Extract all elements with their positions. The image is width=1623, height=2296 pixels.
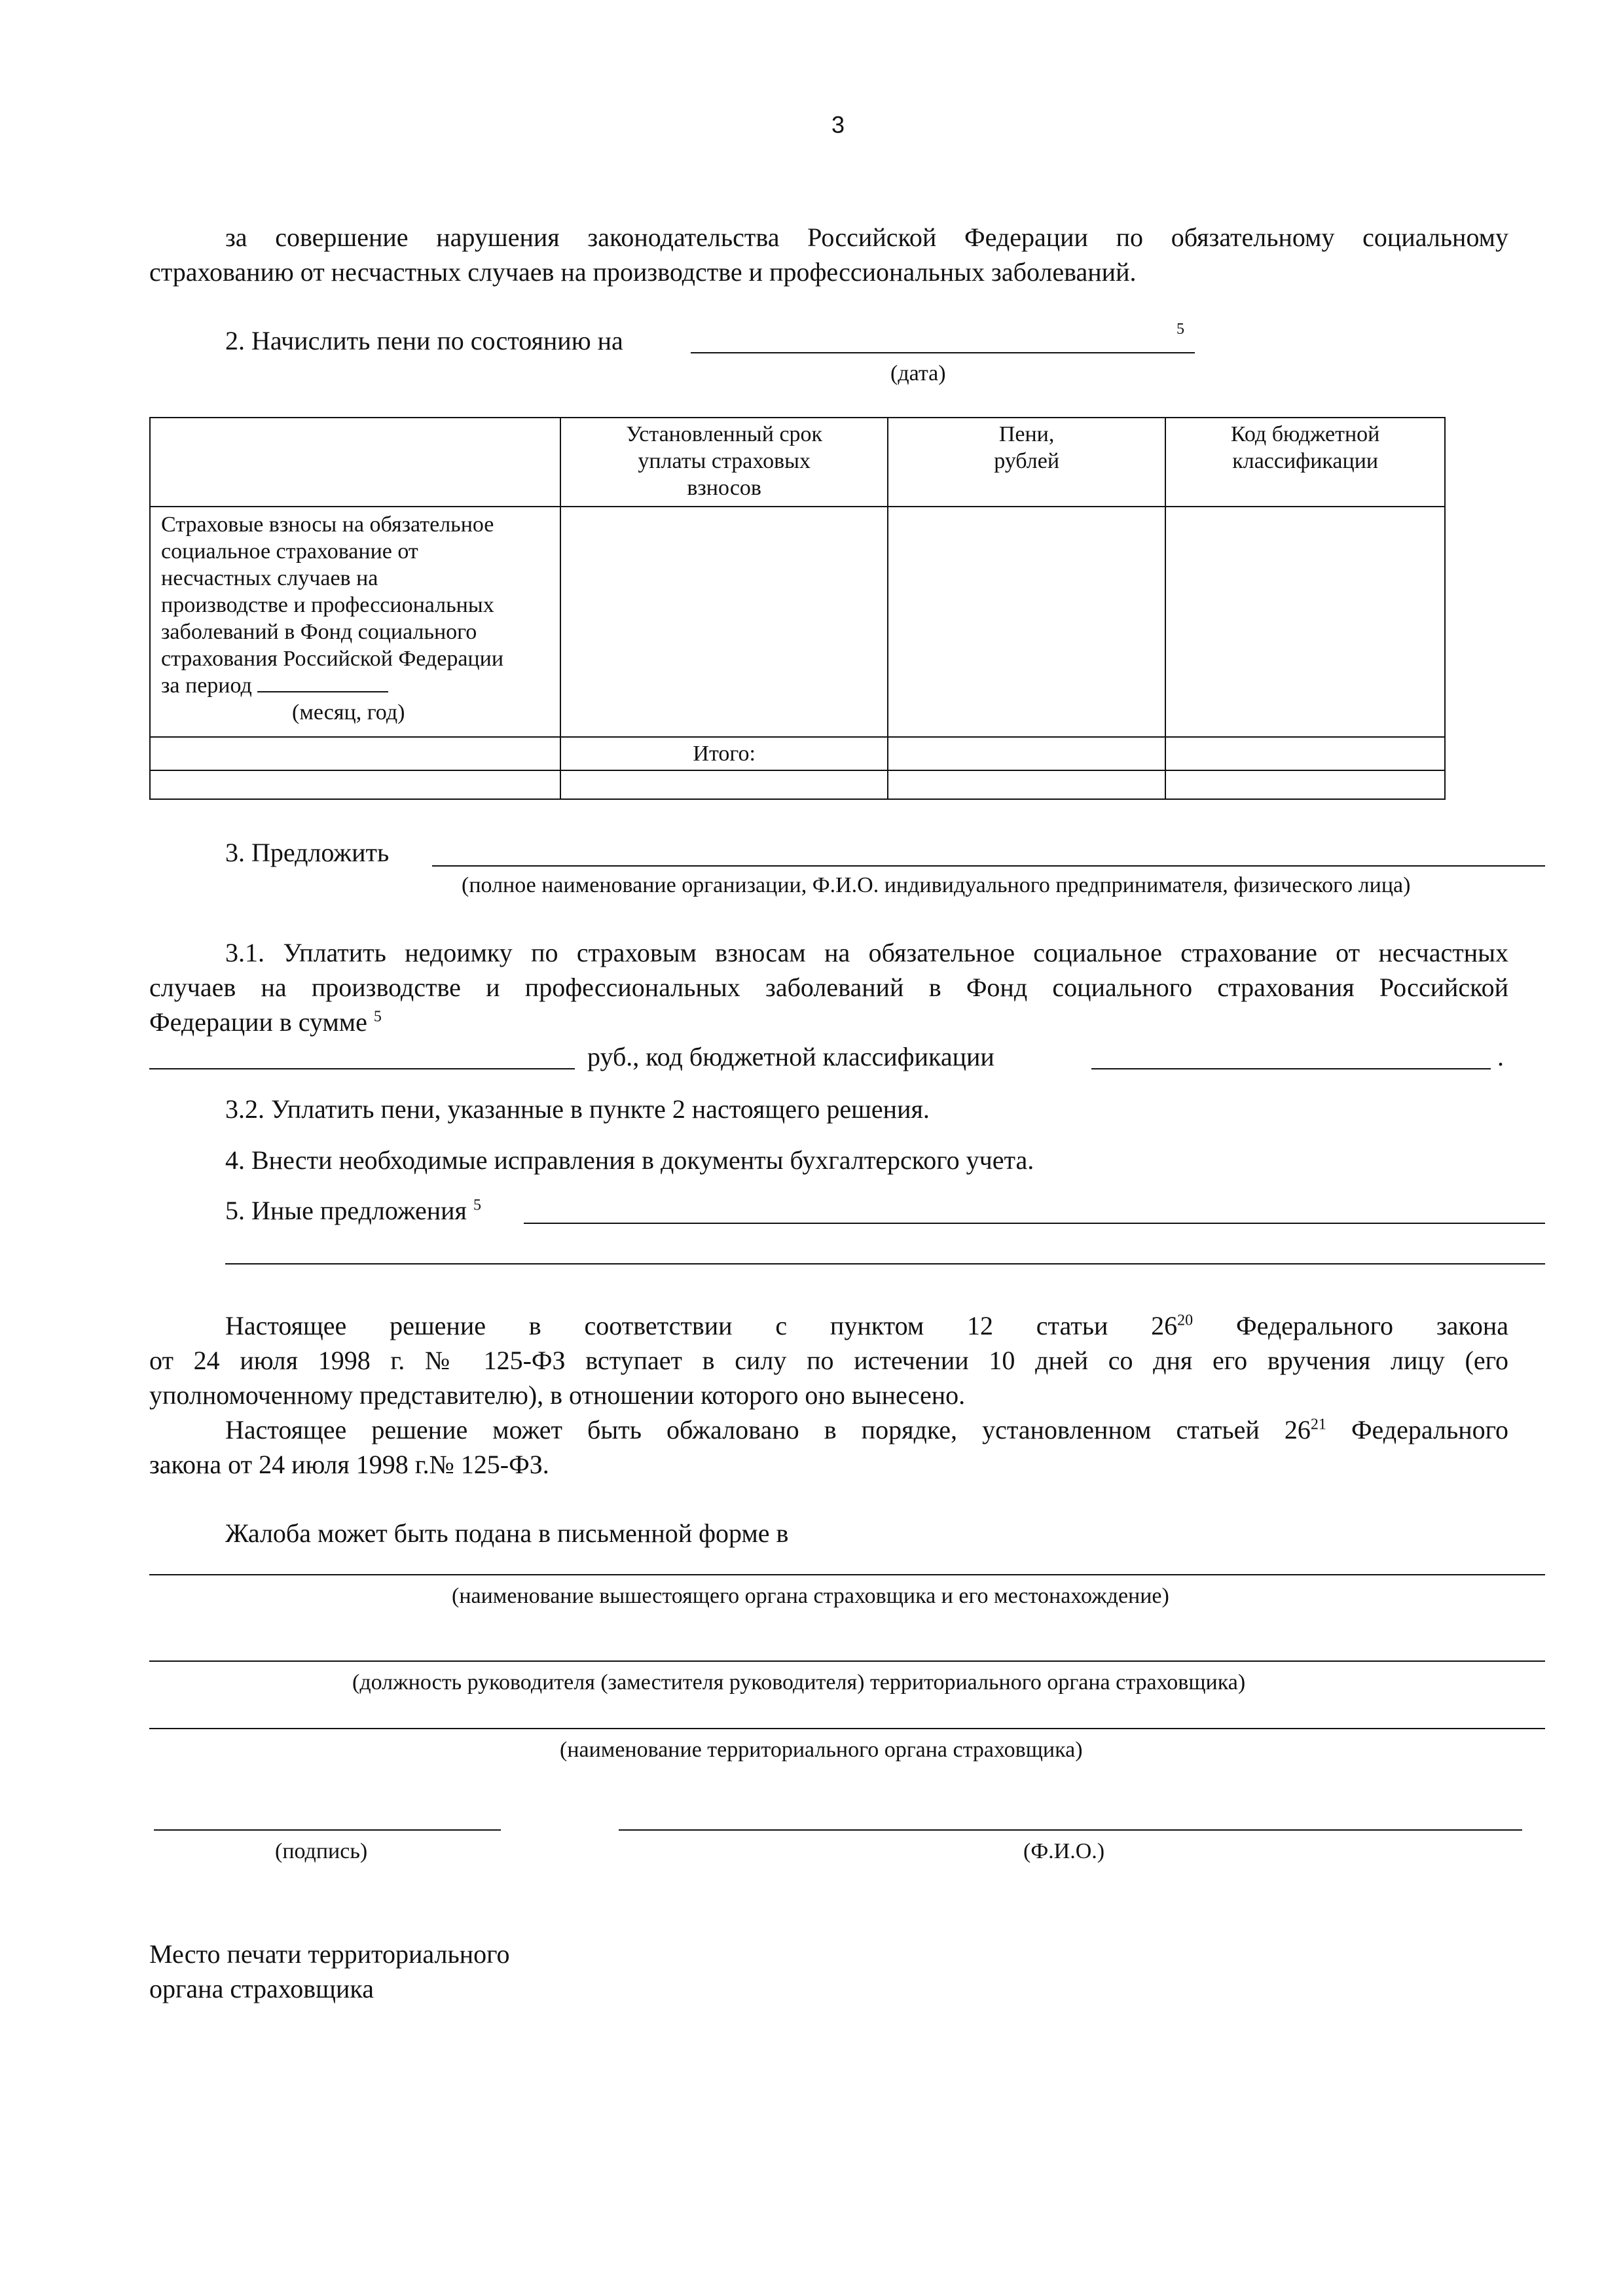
table-row — [150, 507, 1445, 737]
peni-table — [149, 417, 1446, 800]
higher-authority-caption: (наименование вышестоящего органа страховщика и его местонахождение) — [452, 1584, 1169, 1608]
section-3-text: 3. Предложить — [225, 838, 390, 867]
intro-line-2: страхованию от несчастных случаев на производстве и профессиональных заболеваний. — [149, 257, 1137, 287]
period-dot: . — [1497, 1042, 1504, 1071]
final-para-2-line-1: Настоящее решение может быть обжаловано в порядке, установленном статьей $26^{21}$ Федерального — [225, 1415, 1509, 1444]
territorial-body-field-line[interactable] — [149, 1728, 1545, 1729]
section-2-text: 2. Начислить пени по состоянию на — [225, 326, 623, 355]
kbk-field-line[interactable] — [1091, 1068, 1491, 1069]
organization-field-line[interactable] — [432, 865, 1545, 867]
period-caption: (месяц, год) — [292, 700, 405, 725]
other-proposals-field-line[interactable] — [524, 1223, 1545, 1224]
table-cell-peni[interactable] — [888, 507, 1165, 737]
territorial-body-caption: (наименование территориального органа страховщика) — [560, 1738, 1083, 1762]
rub-kbk-text: руб., код бюджетной классификации — [587, 1042, 994, 1071]
table-total-kbk[interactable] — [1165, 737, 1445, 770]
table-total-row — [150, 737, 1445, 770]
table-cell-kbk[interactable] — [1165, 507, 1445, 737]
section-3-1-line-2: случаев на производстве и профессиональных заболеваний в Фонд социального страхования Российской — [149, 973, 1508, 1002]
head-position-field-line[interactable] — [149, 1660, 1545, 1662]
section-3-1-line-1: 3.1. Уплатить недоимку по страховым взносам на обязательное социальное страхование от несчастных — [225, 938, 1508, 967]
table-total-empty — [150, 737, 560, 770]
section-3-1-line-3: Федерации в сумме $^5$ — [149, 1007, 382, 1037]
final-para-1-line-1: Настоящее решение в соответствии с пунктом 12 статьи $26^{20}$ Федерального закона — [225, 1311, 1508, 1340]
section-4-text: 4. Внести необходимые исправления в документы бухгалтерского учета. — [225, 1145, 1034, 1175]
period-field-line[interactable] — [257, 673, 388, 692]
organization-caption: (полное наименование организации, Ф.И.О. индивидуального предпринимателя, физического лица) — [462, 873, 1411, 897]
higher-authority-field-line[interactable] — [149, 1574, 1545, 1575]
final-para-2-line-2: закона от 24 июля 1998 г.№ 125-ФЗ. — [149, 1450, 549, 1479]
head-position-caption: (должность руководителя (заместителя руководителя) территориального органа страховщика) — [352, 1670, 1246, 1695]
signature-caption: (подпись) — [275, 1839, 368, 1863]
stamp-line-2: органа страховщика — [149, 1974, 374, 2003]
section-3-2-text: 3.2. Уплатить пени, указанные в пункте 2 настоящего решения. — [225, 1094, 930, 1124]
table-row — [150, 770, 1445, 799]
table-header-deadline: Установленный срок уплаты страховых взносов — [560, 418, 888, 507]
table-header-peni: Пени, рублей — [888, 418, 1165, 507]
name-caption: (Ф.И.О.) — [1023, 1839, 1105, 1863]
final-para-1-line-3: уполномоченному представителю), в отношении которого оно вынесено. — [149, 1380, 966, 1410]
footnote-ref: 5 — [1176, 321, 1184, 338]
table-row-label: Страховые взносы на обязательное социальное страхование от несчастных случаев на производстве и профессиональных заболеваний в Фонд социального страхования Российской Федерации за период (месяц, год) — [150, 507, 560, 737]
table-header-row — [150, 418, 1445, 507]
section-5-text: 5. Иные предложения $^5$ — [225, 1196, 481, 1225]
table-total-peni[interactable] — [888, 737, 1165, 770]
page-number: 3 — [831, 111, 845, 138]
date-caption: (дата) — [890, 361, 946, 386]
name-field-line[interactable] — [619, 1829, 1522, 1831]
amount-field-line[interactable] — [149, 1068, 575, 1069]
table-header-empty — [150, 418, 560, 507]
stamp-line-1: Место печати территориального — [149, 1939, 510, 1969]
table-header-kbk: Код бюджетной классификации — [1165, 418, 1445, 507]
intro-line-1: за совершение нарушения законодательства Российской Федерации по обязательному социальному — [225, 223, 1508, 252]
final-para-1-line-2: от 24 июля 1998 г. № 125-ФЗ вступает в силу по истечении 10 дней со дня его вручения лицу (его — [149, 1346, 1508, 1375]
table-total-label: Итого: — [560, 737, 888, 770]
other-proposals-field-line-2[interactable] — [225, 1263, 1545, 1265]
complaint-text: Жалоба может быть подана в письменной форме в — [225, 1518, 789, 1548]
table-cell-deadline[interactable] — [560, 507, 888, 737]
signature-field-line[interactable] — [154, 1829, 501, 1831]
date-field-line[interactable] — [691, 352, 1195, 353]
